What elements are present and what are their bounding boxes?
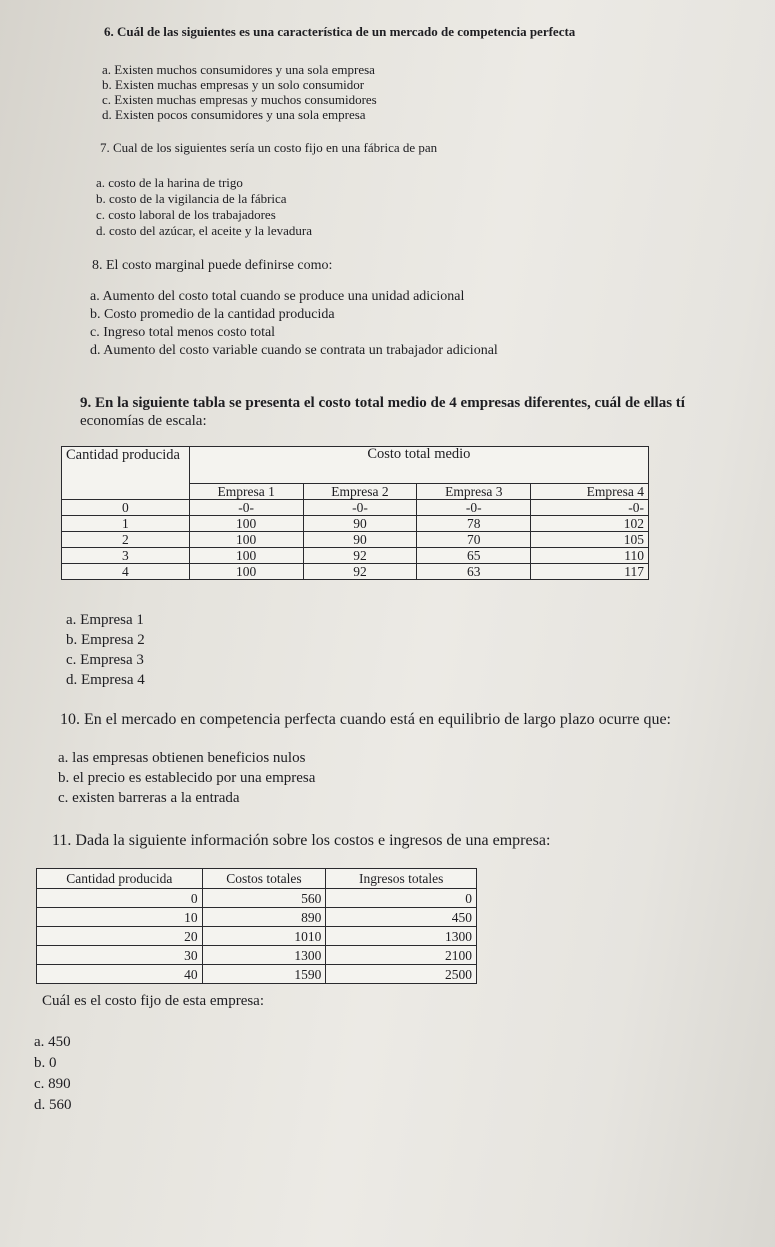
table-cell: 105	[531, 532, 649, 548]
q7-option-c: c. costo laboral de los trabajadores	[96, 207, 276, 222]
table-cell: 1	[62, 516, 190, 532]
header-costo-total-medio: Costo total medio	[189, 447, 648, 484]
table-cell: 30	[37, 946, 203, 965]
header-ingresos-totales: Ingresos totales	[326, 869, 477, 889]
table-row	[62, 516, 649, 532]
q11-option-c: c. 890	[34, 1076, 71, 1092]
q8-option-a: a. Aumento del costo total cuando se produce una unidad adicional	[90, 289, 465, 304]
table-cell: -0-	[189, 500, 303, 516]
table-cell: 2500	[326, 965, 477, 984]
q8-option-c: c. Ingreso total menos costo total	[90, 325, 276, 340]
q7-option-a: a. costo de la harina de trigo	[96, 175, 243, 190]
table-cell: 4	[62, 564, 190, 580]
table-cell: 100	[189, 532, 303, 548]
table-cell: 1300	[202, 946, 326, 965]
average-cost-table	[61, 446, 649, 580]
table-cell: 2	[62, 532, 190, 548]
header-costos-totales: Costos totales	[202, 869, 326, 889]
table-row	[62, 564, 649, 580]
table-cell: 63	[417, 564, 531, 580]
table-cell: 100	[189, 564, 303, 580]
q6-option-b: b. Existen muchas empresas y un solo consumidor	[102, 77, 365, 92]
question-11-title: 11. Dada la siguiente información sobre los costos e ingresos de una empresa:	[52, 832, 551, 849]
header-empresa-4: Empresa 4	[531, 484, 649, 500]
table-row	[62, 548, 649, 564]
q7-option-d: d. costo del azúcar, el aceite y la levadura	[96, 223, 313, 238]
table-cell: 10	[37, 908, 203, 927]
q6-option-a: a. Existen muchos consumidores y una sola empresa	[102, 62, 375, 77]
q6-option-d: d. Existen pocos consumidores y una sola empresa	[102, 107, 366, 122]
q9-option-b: b. Empresa 2	[66, 632, 145, 648]
q9-option-a: a. Empresa 1	[66, 612, 144, 628]
q9-option-c: c. Empresa 3	[66, 652, 144, 668]
table-row	[37, 965, 477, 984]
table-row	[62, 532, 649, 548]
q10-option-b: b. el precio es establecido por una empresa	[58, 770, 316, 786]
question-9-title-line1: 9. En la siguiente tabla se presenta el costo total medio de 4 empresas diferentes, cuál de ellas tí	[80, 395, 685, 411]
table-cell: 2100	[326, 946, 477, 965]
table-cell: 1300	[326, 927, 477, 946]
header-cantidad-producida: Cantidad producida	[62, 447, 190, 500]
q10-option-a: a. las empresas obtienen beneficios nulos	[58, 750, 306, 766]
table-cell: 1590	[202, 965, 326, 984]
table-cell: 3	[62, 548, 190, 564]
header-empresa-3: Empresa 3	[417, 484, 531, 500]
table-cell: 110	[531, 548, 649, 564]
table-cell: 0	[326, 889, 477, 908]
table-cell: -0-	[417, 500, 531, 516]
question-10-title: 10. En el mercado en competencia perfecta cuando está en equilibrio de largo plazo ocurre que:	[60, 711, 671, 728]
table-header-row	[37, 869, 477, 889]
table-row	[37, 927, 477, 946]
q8-option-b: b. Costo promedio de la cantidad producida	[90, 307, 335, 322]
header-cantidad-producida: Cantidad producida	[37, 869, 203, 889]
table-cell: 1010	[202, 927, 326, 946]
table-cell: 92	[303, 548, 417, 564]
table-row	[37, 946, 477, 965]
question-8-title: 8. El costo marginal puede definirse como:	[92, 258, 333, 273]
table-cell: 65	[417, 548, 531, 564]
table-cell: 0	[62, 500, 190, 516]
table-cell: 102	[531, 516, 649, 532]
table-cell: 70	[417, 532, 531, 548]
table-cell: 100	[189, 548, 303, 564]
table-cell: 90	[303, 516, 417, 532]
table-row	[62, 500, 649, 516]
table-cell: 40	[37, 965, 203, 984]
table-row	[37, 908, 477, 927]
table-cell: 450	[326, 908, 477, 927]
table-cell: 90	[303, 532, 417, 548]
q10-option-c: c. existen barreras a la entrada	[58, 790, 240, 806]
table-cell: 20	[37, 927, 203, 946]
table-cell: -0-	[303, 500, 417, 516]
question-7-title: 7. Cual de los siguientes sería un costo fijo en una fábrica de pan	[100, 140, 438, 155]
q11-option-a: a. 450	[34, 1034, 71, 1050]
question-6-title: 6. Cuál de las siguientes es una característica de un mercado de competencia perfecta	[104, 24, 576, 39]
table-cell: 560	[202, 889, 326, 908]
table-cell: 78	[417, 516, 531, 532]
q8-option-d: d. Aumento del costo variable cuando se contrata un trabajador adicional	[90, 343, 498, 358]
table-cell: 117	[531, 564, 649, 580]
table-header-row	[62, 447, 649, 484]
q7-option-b: b. costo de la vigilancia de la fábrica	[96, 191, 287, 206]
header-empresa-2: Empresa 2	[303, 484, 417, 500]
table-cell: -0-	[531, 500, 649, 516]
q11-option-b: b. 0	[34, 1055, 57, 1071]
q6-option-c: c. Existen muchas empresas y muchos consumidores	[102, 92, 377, 107]
header-empresa-1: Empresa 1	[189, 484, 303, 500]
table-cell: 100	[189, 516, 303, 532]
table-cell: 0	[37, 889, 203, 908]
table-cell: 890	[202, 908, 326, 927]
q9-option-d: d. Empresa 4	[66, 672, 145, 688]
table-row	[37, 889, 477, 908]
cost-revenue-table	[36, 868, 477, 984]
table-cell: 92	[303, 564, 417, 580]
question-11-prompt: Cuál es el costo fijo de esta empresa:	[42, 993, 265, 1009]
question-9-title-line2: economías de escala:	[80, 413, 207, 429]
q11-option-d: d. 560	[34, 1097, 72, 1113]
